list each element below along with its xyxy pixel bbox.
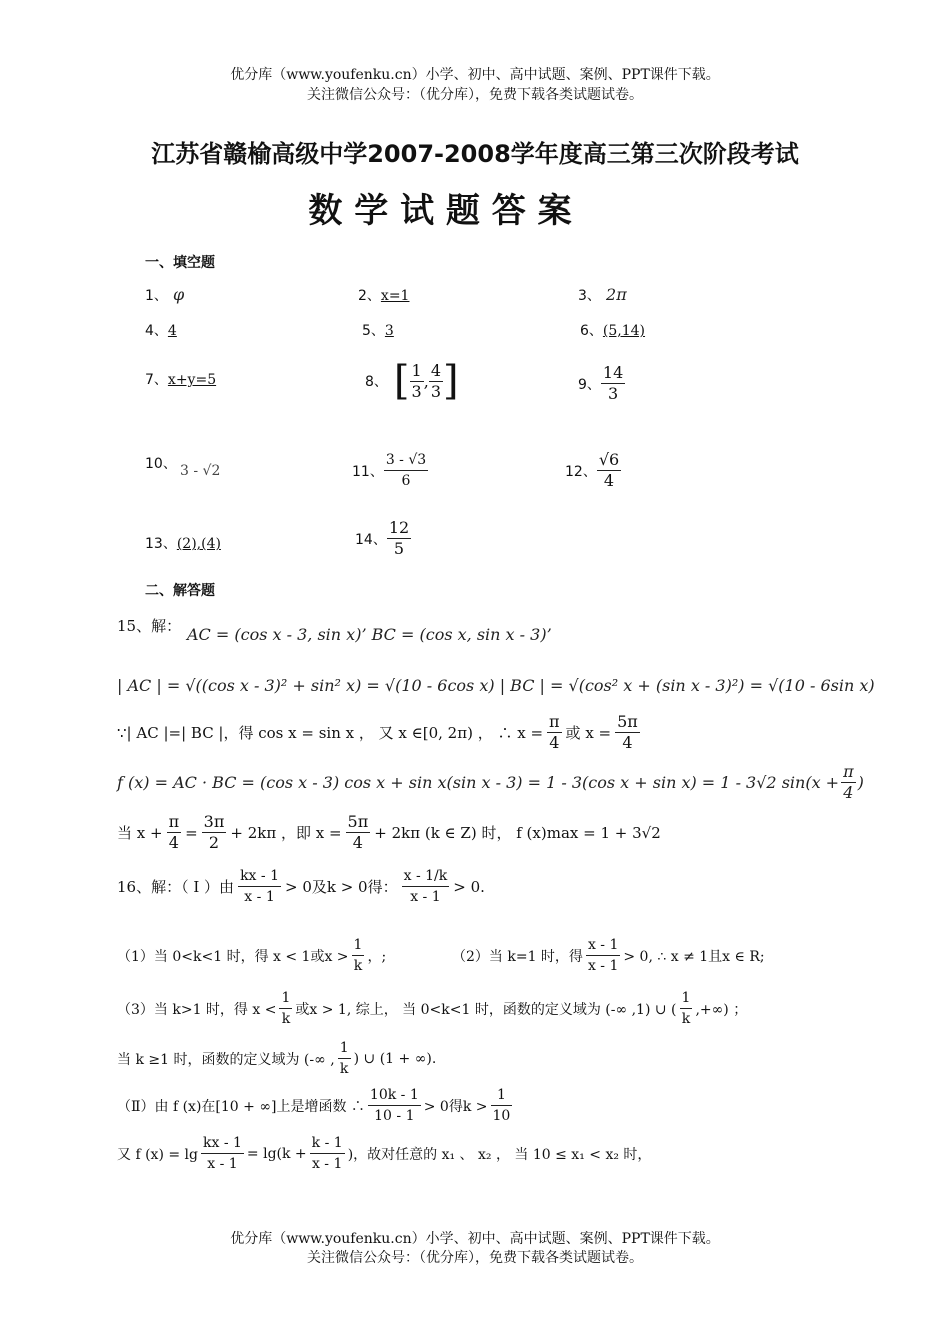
answer-12: 12、 √6 4	[565, 450, 620, 490]
answer-3: 3、 2π	[578, 285, 627, 304]
answer-8: 8、 [ 1 3 , 4 3 ]	[365, 358, 459, 404]
answer-13: 13、(2),(4)	[145, 536, 221, 552]
answer-2: 2、x=1	[358, 288, 410, 304]
q15-label: 15、解：	[117, 617, 182, 635]
header-line-1: 优分库（www.youfenku.cn）小学、初中、高中试题、案例、PPT课件下载。	[230, 67, 720, 83]
footer-line-1: 优分库（www.youfenku.cn）小学、初中、高中试题、案例、PPT课件下载。	[230, 1231, 720, 1247]
answer-10-value: 3 - √2	[180, 463, 221, 479]
q16-part-2: （Ⅱ）由 f (x)在[10 + ∞]上是增函数 ∴ 10k - 1 10 - 1 > 0得k > 1 10	[117, 1087, 511, 1124]
answer-10: 10、	[145, 456, 177, 472]
section-fill-blank-heading: 一、填空题	[145, 255, 215, 271]
header-line-2: 关注微信公众号：（优分库），免费下载各类试题试卷。	[307, 87, 643, 103]
answer-6: 6、(5,14)	[580, 323, 646, 339]
answer-title: 数 学 试 题 答 案	[308, 191, 572, 231]
answer-1: 1、 φ	[145, 285, 185, 304]
footer-line-2: 关注微信公众号：（优分库），免费下载各类试题试卷。	[307, 1250, 643, 1266]
q16-case-3: （3）当 k>1 时，得 x < 1 k 或x > 1, 综上， 当 0<k<1 时，函数的定义域为 (-∞ ,1) ∪ ( 1 k ,+∞) ；	[117, 990, 748, 1027]
q16-log-form: 又 f (x) = lg $\frac{kx - 1}{x - 1}$ = lg(k + $\frac{k - 1}{x - 1}$ )，故对任意的 x₁ 、 x₂ ， 当 10 ≤ x₁ < x₂ 时，	[117, 1135, 652, 1172]
answer-5: 5、3	[362, 323, 394, 339]
q15-maximum: 当 x + $\frac{\pi}{4}$ = $\frac{3\pi}{2}$ + 2kπ ，即 x = $\frac{5\pi}{4}$ + 2kπ (k ∈ Z) 时， f (x)max = 1 + 3√2	[117, 812, 661, 852]
answer-14: 14、 12 5	[355, 518, 410, 558]
answer-4: 4、4	[145, 323, 177, 339]
q15-function: f (x) = AC · BC = (cos x - 3) cos x + sin x(sin x - 3) = 1 - 3(cos x + sin x) = 1 - 3√2 sin(x + $\frac{\pi}{4}$ )	[117, 762, 864, 802]
section-solution-heading: 二、解答题	[145, 583, 215, 599]
answer-7: 7、x+y=5	[145, 372, 217, 388]
exam-title: 江苏省赣榆高级中学2007-2008学年度高三第三次阶段考试	[151, 140, 799, 168]
q15-magnitudes: | AC | = √((cos x - 3)² + sin² x) = √(10 - 6cos x) | BC | = √(cos² x + (sin x - 3)²) = √(10 - 6sin x)	[117, 676, 875, 695]
q16-domain-k-ge-1: 当 k ≥1 时，函数的定义域为 (-∞ , 1 k ) ∪ (1 + ∞).	[117, 1040, 437, 1077]
answer-11: 11、 3 - √3 6	[352, 452, 427, 489]
q15-equal-magnitudes: ∵| AC |=| BC |，得 cos x = sin x ， 又 x ∈[0, 2π) ， ∴ x = $\frac{\pi}{4}$ 或 x = $\frac{5\pi}{4}$	[117, 712, 638, 752]
answer-9: 9、 14 3	[578, 363, 624, 403]
q15-vectors: AC = (cos x - 3, sin x)’ BC = (cos x, sin x - 3)’	[187, 625, 552, 644]
q16-condition: 16、解：（ I ）由 kx - 1 x - 1 > 0及k > 0得： x - 1/k x - 1 > 0.	[117, 868, 485, 905]
q16-case-2: （2）当 k=1 时，得 x - 1 x - 1 > 0, ∴ x ≠ 1且x ∈ R;	[452, 937, 765, 974]
q16-case-1: （1）当 0<k<1 时，得 x < 1或x > 1 k ，;	[117, 937, 387, 974]
